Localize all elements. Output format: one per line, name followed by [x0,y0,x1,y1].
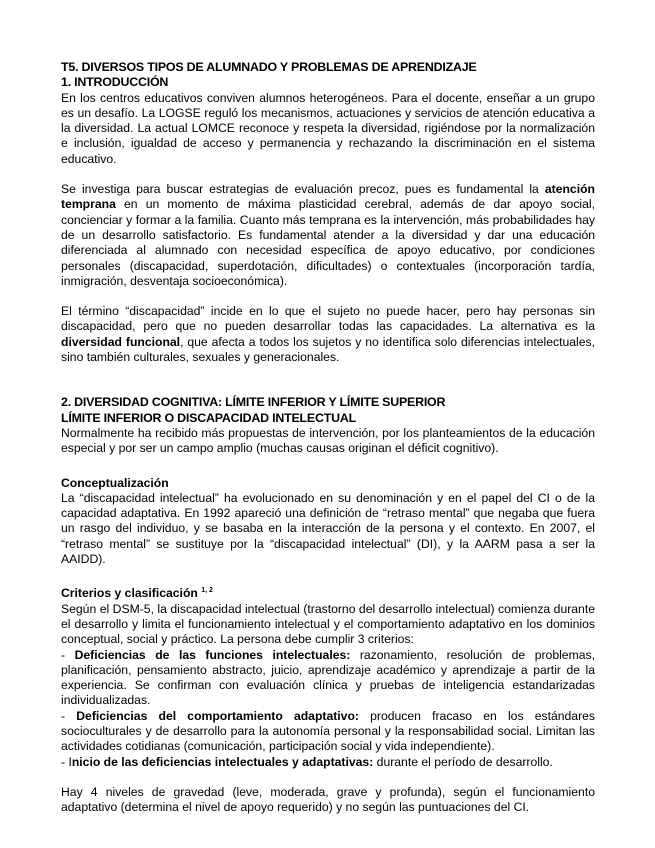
intervention-paragraph: Normalmente ha recibido más propuestas de intervención, por los planteamientos de la educación especial y por ser un campo amplio (muchas causas originan el déficit cognitivo). [61,425,595,456]
criteria-title: Criterios y clasificación [61,586,198,601]
list-dash: - I [61,754,72,769]
criterion-2-text: producen fracaso en los estándares socioculturales y de desarrollo para la autonomía personal y la responsabilidad social. Limitan las actividades cotidianas (comunicación, participación social y vida independiente). [61,708,595,754]
text-segment: El término “discapacidad” incide en lo que el sujeto no puede hacer, pero hay personas sin discapacidad, pero que no pueden desarrollar todas las capacidades. La alternativa es la [61,304,595,334]
conceptualization-paragraph: La “discapacidad intelectual” ha evolucionado en su denominación y en el papel del CI o de la capacidad adaptativa. En 1992 apareció una definición de “retraso mental” que negaba que fuera un rasgo del individuo, y se basaba en la interacción de la persona y el contexto. En 2007, el “retraso mental” se sustituye por la “discapacidad intelectual” (DI), y la AARM pasa a ser la AAIDD). [61,490,595,567]
bold-term-diversidad-funcional: diversidad funcional [61,334,181,349]
criteria-heading [61,586,595,601]
list-dash: - [61,708,77,723]
criterion-2 [61,709,595,755]
bold-term-atencion-temprana: atención temprana [61,182,595,212]
intro-paragraph: En los centros educativos conviven alumnos heterogéneos. Para el docente, enseñar a un grupo es un desafío. La LOGSE reguló los mecanismos, actuaciones y servicios de atención educativa a la diversidad. La actual LOMCE reconoce y respeta la diversidad, rigiéndose por la normalización e inclusión, igualdad de acceso y permanencia y rechazando la discriminación en el sistema educativo. [61,90,595,166]
criteria-paragraph: Según el DSM-5, la discapacidad intelectual (trastorno del desarrollo intelectual) comienza durante el desarrollo y limita el funcionamiento intelectual y el comportamiento adaptativo en los dominios conceptual, social y práctico. La persona debe cumplir 3 criterios: [61,601,595,647]
document-title: T5. DIVERSOS TIPOS DE ALUMNADO Y PROBLEMAS DE APRENDIZAJE [61,60,477,74]
text-segment: en un momento de máxima plasticidad cerebral, además de dar apoyo social, concienciar y formar a la familia. Cuanto más temprana es la intervención, más probabilidades hay de un desarrollo satisfactorio. Es fundamental atender a la diversidad y dar una educación diferenciada al alumnado con necesidad específica de apoyo educativo, por condiciones personales (discapacidad, superdotación, dificultades) o contextuales (incorporación tardía, inmigración, desventaja socioeconómica). [61,197,595,288]
text-segment: Se investiga para buscar estrategias de evaluación precoz, pues es fundamental la [61,182,545,197]
criterion-1-label: Deficiencias de las funciones intelectuales: [74,647,351,662]
criterion-3-text: durante el período de desarrollo. [373,754,553,769]
footnote-ref: 1, 2 [201,587,213,595]
section-2-subheading: LÍMITE INFERIOR O DISCAPACIDAD INTELECTUAL [61,410,356,425]
document-page [61,60,595,815]
text-segment: , que afecta a todos los sujetos y no identifica solo diferencias intelectuales, sino también culturales, sexuales y generacionales. [61,334,596,365]
section-1-heading: 1. INTRODUCCIÓN [61,75,169,90]
criterion-1 [61,648,595,709]
criterion-3 [61,755,595,770]
conceptualization-heading: Conceptualización [61,475,169,490]
functional-diversity-paragraph [61,304,595,365]
list-dash: - [61,647,75,662]
criterion-1-text: razonamiento, resolución de problemas, planificación, pensamiento abstracto, juicio, aprendizaje académico y aprendizaje a partir de la experiencia. Se confirman con evaluación clínica y pruebas de inteligencia estandarizadas individualizadas. [61,647,595,708]
early-attention-paragraph [61,182,595,289]
criterion-3-label: nicio de las deficiencias intelectuales y adaptativas: [71,754,374,769]
severity-levels-paragraph: Hay 4 niveles de gravedad (leve, moderada, grave y profunda), según el funcionamiento adaptativo (determina el nivel de apoyo requerido) y no según las puntuaciones del CI. [61,784,595,815]
section-2-heading: 2. DIVERSIDAD COGNITIVA: LÍMITE INFERIOR Y LÍMITE SUPERIOR [61,395,446,410]
criterion-2-label: Deficiencias del comportamiento adaptativo: [76,708,359,723]
